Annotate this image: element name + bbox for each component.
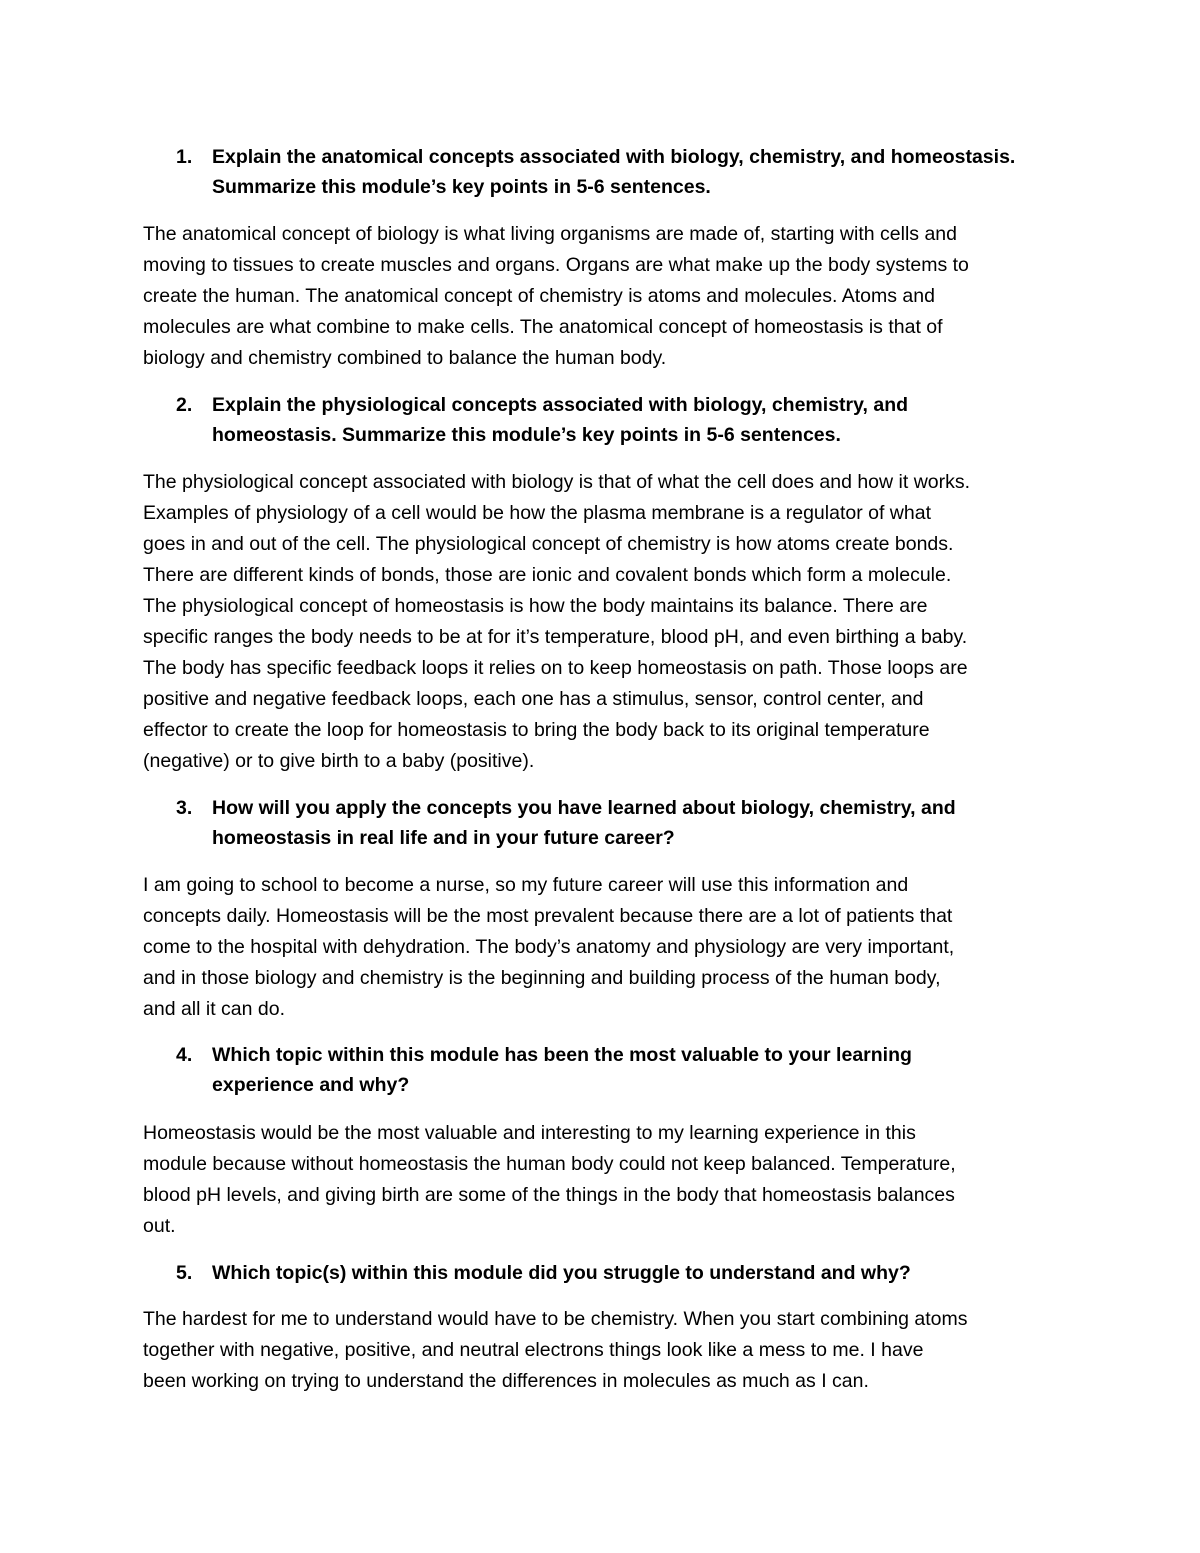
answer-line: Homeostasis would be the most valuable and interesting to my learning experience in this (143, 1122, 916, 1144)
answer-line: been working on trying to understand the differences in molecules as much as I can. (143, 1370, 869, 1392)
question-line: Explain the physiological concepts associated with biology, chemistry, and (212, 394, 909, 416)
answer-line: specific ranges the body needs to be at for it’s temperature, blood pH, and even birthing a baby. (143, 626, 968, 648)
question-2 (176, 390, 1076, 450)
answer-1 (143, 219, 1073, 374)
answer-line: and in those biology and chemistry is the beginning and building process of the human body, (143, 967, 941, 989)
answer-line: moving to tissues to create muscles and organs. Organs are what make up the body systems to (143, 254, 969, 276)
answer-4 (143, 1118, 1073, 1242)
answer-line: There are different kinds of bonds, those are ionic and covalent bonds which form a molecule. (143, 564, 952, 586)
question-line: Explain the anatomical concepts associated with biology, chemistry, and homeostasis. (212, 146, 1016, 168)
question-number: 5. (176, 1262, 193, 1284)
answer-line: module because without homeostasis the human body could not keep balanced. Temperature, (143, 1153, 956, 1175)
answer-line: goes in and out of the cell. The physiological concept of chemistry is how atoms create bonds. (143, 533, 954, 555)
answer-line: together with negative, positive, and neutral electrons things look like a mess to me. I have (143, 1339, 924, 1361)
answer-line: biology and chemistry combined to balance the human body. (143, 347, 667, 369)
question-line: Summarize this module’s key points in 5-6 sentences. (212, 176, 711, 198)
question-line: experience and why? (212, 1074, 410, 1096)
answer-line: The anatomical concept of biology is what living organisms are made of, starting with cells and (143, 223, 957, 245)
question-number: 1. (176, 146, 193, 168)
answer-line: come to the hospital with dehydration. The body’s anatomy and physiology are very important, (143, 936, 955, 958)
question-number: 3. (176, 797, 193, 819)
question-line: homeostasis. Summarize this module’s key points in 5-6 sentences. (212, 424, 841, 446)
answer-line: and all it can do. (143, 998, 286, 1020)
question-1 (176, 142, 1076, 202)
answer-line: The physiological concept of homeostasis is how the body maintains its balance. There are (143, 595, 928, 617)
answer-line: (negative) or to give birth to a baby (positive). (143, 750, 535, 772)
answer-3 (143, 870, 1073, 1025)
answer-line: create the human. The anatomical concept of chemistry is atoms and molecules. Atoms and (143, 285, 935, 307)
answer-line: blood pH levels, and giving birth are some of the things in the body that homeostasis balances (143, 1184, 955, 1206)
answer-5 (143, 1304, 1073, 1397)
question-line: Which topic(s) within this module did you struggle to understand and why? (212, 1262, 911, 1284)
answer-line: Examples of physiology of a cell would be how the plasma membrane is a regulator of what (143, 502, 931, 524)
answer-line: The hardest for me to understand would have to be chemistry. When you start combining atoms (143, 1308, 968, 1330)
question-line: Which topic within this module has been the most valuable to your learning (212, 1044, 912, 1066)
answer-2 (143, 467, 1073, 777)
answer-line: concepts daily. Homeostasis will be the most prevalent because there are a lot of patients that (143, 905, 953, 927)
question-5 (176, 1258, 1076, 1288)
question-number: 4. (176, 1044, 193, 1066)
question-4 (176, 1040, 1076, 1100)
answer-line: The body has specific feedback loops it relies on to keep homeostasis on path. Those loops are (143, 657, 968, 679)
question-number: 2. (176, 394, 193, 416)
question-line: homeostasis in real life and in your future career? (212, 827, 675, 849)
answer-line: out. (143, 1215, 176, 1237)
answer-line: The physiological concept associated with biology is that of what the cell does and how it works. (143, 471, 971, 493)
answer-line: molecules are what combine to make cells. The anatomical concept of homeostasis is that of (143, 316, 943, 338)
answer-line: effector to create the loop for homeostasis to bring the body back to its original temperature (143, 719, 930, 741)
answer-line: positive and negative feedback loops, each one has a stimulus, sensor, control center, and (143, 688, 924, 710)
answer-line: I am going to school to become a nurse, so my future career will use this information and (143, 874, 909, 896)
question-3 (176, 793, 1076, 853)
question-line: How will you apply the concepts you have learned about biology, chemistry, and (212, 797, 956, 819)
